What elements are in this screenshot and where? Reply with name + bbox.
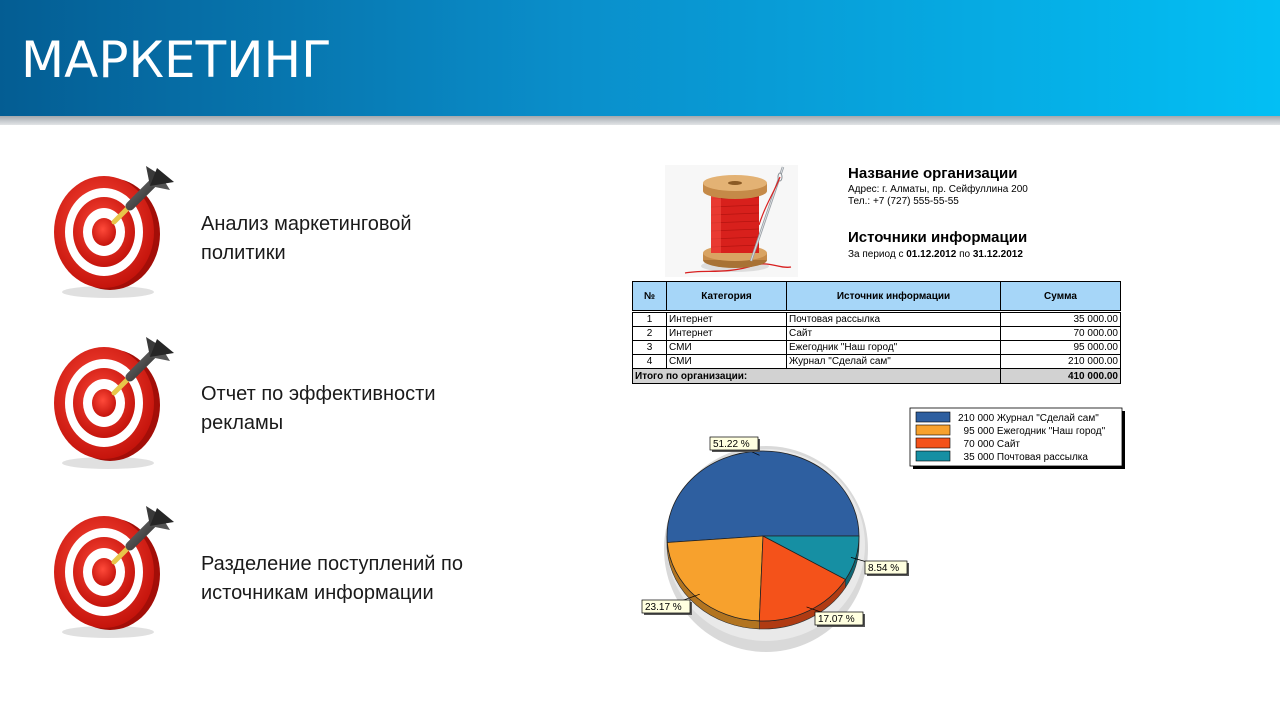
target-dart-icon [50,502,190,642]
period-prefix: За период с [848,249,907,260]
slide-title: МАРКЕТИНГ [21,31,332,89]
sources-table [632,281,1121,384]
bullet-line-1: Отчет по эффективности [201,383,436,405]
cell-source: Ежегодник "Наш город" [787,341,1001,355]
pie-percent-label: 8.54 % [868,563,900,574]
bullet-marketing-analysis [50,162,570,302]
legend-label: 70 000 Сайт [958,439,1020,450]
target-dart-icon [50,162,190,302]
total-row [633,369,1121,384]
bullet-text [201,380,561,438]
cell-number: 3 [633,341,667,355]
thread-spool-needle-icon [665,165,798,277]
cell-number: 4 [633,355,667,369]
column-header: № [633,282,667,311]
cell-number: 2 [633,327,667,341]
bullet-line-2: источникам информации [201,582,434,604]
table-row [633,341,1121,355]
cell-category: Интернет [667,313,787,327]
sources-pie-chart [600,395,1140,665]
pie-percent-label: 23.17 % [645,602,682,613]
cell-category: СМИ [667,355,787,369]
legend-label: 35 000 Почтовая рассылка [958,452,1088,463]
total-value: 410 000.00 [1001,369,1121,384]
legend-swatch [916,438,950,448]
title-underline [0,116,1280,125]
bullet-income-split [50,502,570,642]
cell-number: 1 [633,313,667,327]
column-header: Источник информации [787,282,1001,311]
cell-source: Журнал "Сделай сам" [787,355,1001,369]
column-header: Сумма [1001,282,1121,311]
organization-name: Название организации [848,165,1018,182]
pie-percent-label: 51.22 % [713,439,750,450]
legend-swatch [916,412,950,422]
column-header: Категория [667,282,787,311]
organization-address: Адрес: г. Алматы, пр. Сейфуллина 200 [848,184,1028,195]
period-to: 31.12.2012 [972,249,1023,260]
pie-slice [667,451,859,543]
organization-phone: Тел.: +7 (727) 555-55-55 [848,196,959,207]
target-dart-icon [50,333,190,473]
legend-label: 95 000 Ежегодник "Наш город" [958,426,1106,437]
bullet-text [201,550,561,608]
cell-category: СМИ [667,341,787,355]
bullet-line-2: политики [201,242,286,264]
bullet-line-1: Анализ маркетинговой [201,213,412,235]
bullet-text [201,210,561,268]
legend-label: 210 000 Журнал "Сделай сам" [958,413,1099,424]
cell-source: Сайт [787,327,1001,341]
period-from: 01.12.2012 [906,249,957,260]
cell-category: Интернет [667,327,787,341]
report-title: Источники информации [848,229,1028,246]
table-row [633,355,1121,369]
cell-amount: 70 000.00 [1001,327,1121,341]
cell-amount: 210 000.00 [1001,355,1121,369]
table-row [633,313,1121,327]
bullet-line-2: рекламы [201,412,284,434]
legend-swatch [916,425,950,435]
period-separator: по [956,249,973,260]
table-row [633,327,1121,341]
total-label: Итого по организации: [633,369,1001,384]
cell-amount: 95 000.00 [1001,341,1121,355]
bullet-line-1: Разделение поступлений по [201,553,463,575]
bullet-ad-efficiency [50,333,570,473]
cell-amount: 35 000.00 [1001,313,1121,327]
pie-percent-label: 17.07 % [818,614,855,625]
cell-source: Почтовая рассылка [787,313,1001,327]
legend-swatch [916,451,950,461]
report-period [848,249,1023,260]
table-header-row [633,282,1121,311]
